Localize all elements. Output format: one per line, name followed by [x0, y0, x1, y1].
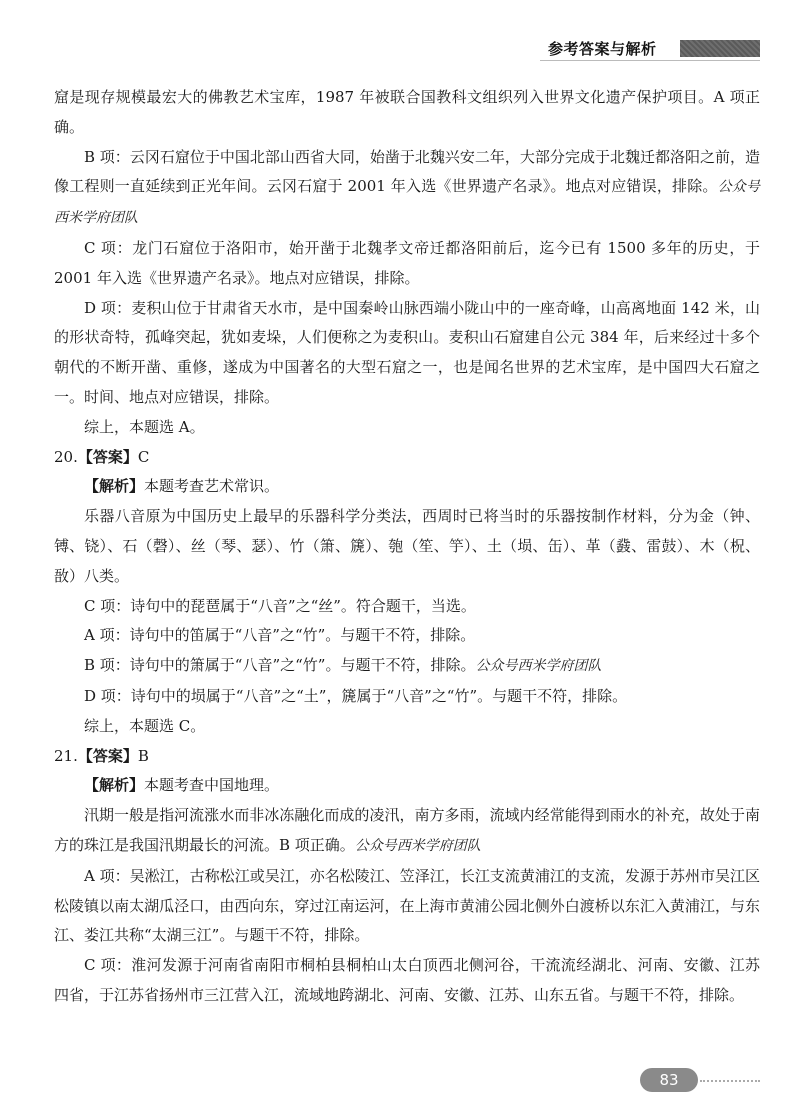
analysis-text: 本题考查中国地理。 — [144, 776, 280, 795]
page-number: 83 — [640, 1068, 698, 1092]
analysis-label: 【解析】 — [84, 776, 145, 795]
paragraph: D 项：诗句中的埙属于“八音”之“土”，篪属于“八音”之“竹”。与题干不符，排除。 — [84, 686, 628, 705]
header-divider — [540, 60, 760, 61]
paragraph: 乐器八音原为中国历史上最早的乐器科学分类法，西周时已将当时的乐器按制作材料，分为金（钟、镈、铙）、石（磬）、丝（琴、瑟）、竹（箫、篪）、匏（笙、竽）、土（埙、缶）、革（鼗、雷鼓）、木（柷、敔）八类。 — [54, 507, 760, 585]
paragraph — [54, 651, 760, 682]
question-number: 20. — [54, 447, 78, 466]
paragraph: 窟是现存规模最宏大的佛教艺术宝库，1987 年被联合国教科文组织列入世界文化遗产保护项目。A 项正确。 — [54, 88, 760, 136]
question-number: 21. — [54, 746, 78, 765]
paragraph: C 项：诗句中的琵琶属于“八音”之“丝”。符合题干，当选。 — [84, 596, 476, 615]
question-21-analysis — [54, 771, 760, 801]
question-20-answer — [54, 443, 760, 473]
paragraph: 综上，本题选 C。 — [84, 716, 206, 735]
paragraph: C 项：淮河发源于河南省南阳市桐柏县桐柏山太白顶西北侧河谷，干流流经湖北、河南、安徽、江苏四省，于江苏省扬州市三江营入江，流域地跨湖北、河南、安徽、江苏、山东五省。与题干不符，排除。 — [54, 956, 760, 1004]
footer-dotted-line — [700, 1080, 760, 1082]
paragraph-text: B 项：诗句中的箫属于“八音”之“竹”。与题干不符，排除。 — [84, 656, 476, 675]
paragraph-text: 汛期一般是指河流涨水而非冰冻融化而成的凌汛，南方多雨，流域内经常能得到雨水的补充，故处于南方的珠江是我国汛期最长的河流。B 项正确。 — [54, 806, 760, 854]
section-header-title: 参考答案与解析 — [548, 40, 657, 58]
question-21-answer — [54, 742, 760, 772]
header-decorative-bar — [680, 40, 760, 57]
paragraph: C 项：龙门石窟位于洛阳市，始开凿于北魏孝文帝迁都洛阳前后，迄今已有 1500 多年的历史，于 2001 年入选《世界遗产名录》。地点对应错误，排除。 — [54, 238, 760, 287]
answer-value: C — [137, 447, 150, 466]
paragraph-text: B 项：云冈石窟位于中国北部山西省大同，始凿于北魏兴安二年，大部分完成于北魏迁都洛阳之前，造像工程则一直延续到正光年间。云冈石窟于 2001 年入选《世界遗产名录》。地点对应错误，排除。 — [54, 147, 760, 196]
paragraph: A 项：吴淞江，古称松江或吴江，亦名松陵江、笠泽江，长江支流黄浦江的支流，发源于苏州市吴江区松陵镇以南太湖瓜泾口，由西向东，穿过江南运河，在上海市黄浦公园北侧外白渡桥以东汇入黄浦江，与东江、娄江共称“太湖三江”。与题干不符，排除。 — [54, 866, 760, 945]
watermark: 公众号西米学府团队 — [475, 658, 602, 675]
answer-label: 【答案】 — [77, 746, 138, 765]
answer-label: 【答案】 — [77, 447, 138, 466]
paragraph — [54, 143, 760, 234]
paragraph: D 项：麦积山位于甘肃省天水市，是中国秦岭山脉西端小陇山中的一座奇峰，山高离地面 142 米，山的形状奇特，孤峰突起，犹如麦垛，人们便称之为麦积山。麦积山石窟建自公元 384 年，后来经过十多个朝代的不断开凿、重修，遂成为中国著名的大型石窟之一，也是闻名世界的艺术宝库，是中国四大石窟之一。时间、地点对应错误，排除。 — [54, 298, 760, 406]
paragraph — [54, 801, 760, 862]
watermark: 公众号西米学府团队 — [54, 179, 760, 227]
analysis-text: 本题考查艺术常识。 — [144, 477, 280, 496]
page-body — [54, 83, 760, 1011]
question-20-analysis — [54, 472, 760, 502]
paragraph: 综上，本题选 A。 — [84, 417, 205, 436]
watermark: 公众号西米学府团队 — [354, 837, 481, 854]
paragraph: A 项：诗句中的笛属于“八音”之“竹”。与题干不符，排除。 — [84, 626, 476, 645]
answer-value: B — [137, 746, 149, 765]
analysis-label: 【解析】 — [84, 477, 145, 496]
